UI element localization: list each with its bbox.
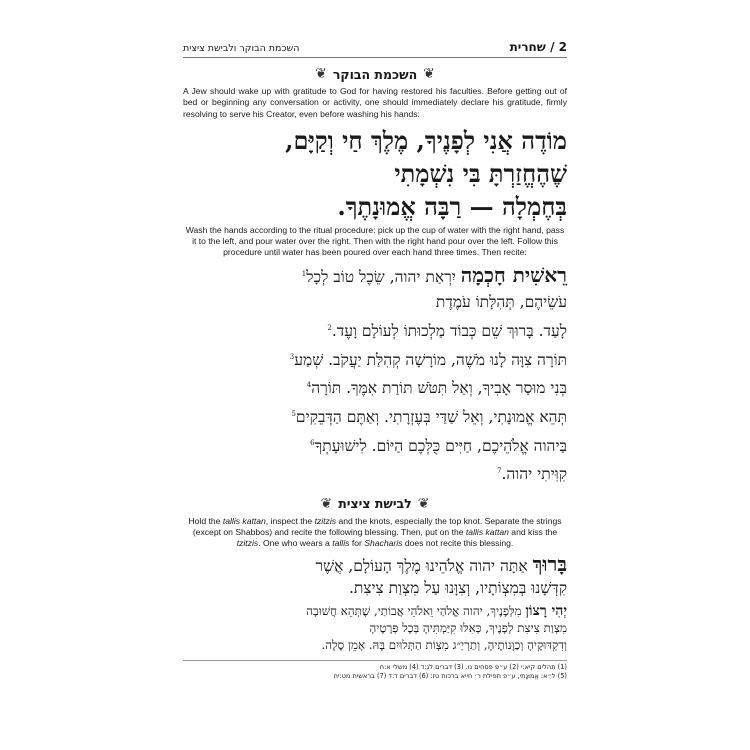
footnotes: [183, 660, 567, 681]
instruction-term: tallis kattan: [222, 515, 266, 526]
footnote-mark: 6: [310, 438, 315, 447]
tzitzis-blessing: [183, 553, 567, 599]
instruction-term: tzitzis: [314, 515, 337, 526]
ornament-icon: ❦: [417, 495, 430, 512]
ornament-icon: ❦: [320, 495, 333, 512]
instruction-text: for: [349, 538, 365, 549]
instruction-term: tzitzis: [236, 538, 259, 549]
footnote-mark: 4: [306, 381, 312, 390]
instruction-text: and the knots, especially the top knot. Separate the strings (except on Shabbos) and recite the following blessing. Then, put on the: [192, 515, 562, 538]
prayer-line: [183, 553, 567, 577]
blessing-opening-word: בָּרוּךְ: [532, 551, 567, 576]
prayer-line: מוֹדֶה אֲנִי לְפָנֶיךָ, מֶלֶךְ חַי וְקַיָּם,: [285, 125, 567, 155]
footnote-mark: 1: [301, 269, 307, 278]
page-number-label: 2 / שחרית: [509, 40, 567, 54]
prayer-text: בַּיהוה אֱלֹהֵיכֶם, חַיִּים כֻּלְּכֶם הַיּוֹם. לִישׁוּעָתְךָ: [314, 436, 567, 455]
running-section-title: השכמת הבוקר ולבישת ציצית: [183, 43, 300, 54]
running-head: [183, 40, 567, 58]
instruction-term: tallis: [332, 538, 350, 549]
prayer-opening-words: יְהִי רָצוֹן: [525, 602, 567, 619]
prayer-line: [183, 603, 567, 620]
prayer-line: [183, 431, 567, 460]
reishis-chochma-prayer: [183, 262, 567, 488]
prayer-text: בְּנִי מוּסַר אָבִיךָ, וְאַל תִּטֹּשׁ תּוֹרַת אִמֶּךָ. תּוֹרָה: [311, 379, 567, 398]
section-title-waking: השכמת הבוקר: [332, 66, 418, 82]
section-title-tzitzis: לבישת ציצית: [338, 496, 412, 512]
instruction-term: tallis kattan: [465, 527, 509, 538]
prayer-line: שֶׁהֶחֱזַרְתָּ בִּי נִשְׁמָתִי: [394, 158, 567, 188]
footnote-mark: 3: [289, 352, 295, 361]
ornament-icon: ❦: [315, 66, 327, 82]
footnote-mark: 5: [291, 409, 296, 418]
prayer-opening-words: רֵאשִׁית חָכְמָה: [460, 262, 567, 287]
prayer-text: לָעַד. בָּרוּךְ שֵׁם כְּבוֹד מַלְכוּתוֹ לְעוֹלָם וָעֶד.: [331, 322, 567, 341]
prayer-line: קִדְּשָׁנוּ בְּמִצְוֹתָיו, וְצִוָּנוּ עַל מִצְוַת צִיצִת.: [348, 578, 567, 597]
prayer-line: [183, 402, 567, 431]
footnote-mark: 2: [327, 323, 332, 332]
instruction-text: does not recite this blessing.: [402, 538, 514, 549]
prayer-text: אַתָּה יהוה אֱלֹהֵינוּ מֶלֶךְ הָעוֹלָם, אֲשֶׁר: [315, 556, 528, 575]
prayer-page: [183, 40, 567, 681]
prayer-text: קִוִּיתִי יהוה.: [501, 465, 567, 484]
modeh-ani-prayer: [183, 124, 567, 223]
prayer-line: [183, 316, 567, 345]
prayer-line: [183, 345, 567, 374]
footnote-mark: 7: [496, 467, 502, 476]
prayer-line: [183, 459, 567, 488]
prayer-line: [183, 373, 567, 402]
prayer-text: תְּהֵא אֱמוּנָתִי, וְאֵל שַׁדַּי בְּעֶזְרָתִי. וְאַתֶּם הַדְּבֵקִים: [295, 408, 567, 427]
waking-instruction: A Jew should wake up with gratitude to God for having restored his faculties. Before getting out of bed or beginning any conversation or activity, one should immediately declare his gratitude, firmly resolving to serve his Creator, even before washing his hands:: [183, 86, 567, 119]
instruction-text: , inspect the: [265, 515, 315, 526]
prayer-line: מִצְוַת צִיצִת לְפָנֶיךָ, כְּאִלּוּ קִיַּמְתִּיהָ בְּכָל פְּרָטֶיהָ: [369, 620, 567, 635]
prayer-line: בְּחֶמְלָה — רַבָּה אֱמוּנָתֶךָ.: [337, 191, 567, 221]
footnote-line: (1) תהלים קיא:י (2) ע״פ פסחים נו. (3) דברים לג:ד (4) משלי א:ח: [379, 662, 567, 671]
footnote-line: (5) ל״א: אֱמוּנָתִי, ע״פ תפילת ר׳ חייא ברכות טז: (6) דברים ד:ד (7) בראשית מט:יח: [333, 671, 567, 680]
section-heading-tzitzis: [183, 496, 567, 512]
instruction-text: . One who wears a: [258, 538, 333, 549]
instruction-text: Hold the: [188, 515, 223, 526]
tzitzis-instruction: [183, 516, 567, 550]
prayer-text: תּוֹרָה צִוָּה לָנוּ מֹשֶׁה, מוֹרָשָׁה קְהִלַּת יַעֲקֹב. שְׁמַע: [294, 350, 567, 369]
prayer-text: יִרְאַת יהוה, שֵׂכֶל טוֹב לְכָל: [306, 267, 456, 286]
instruction-term: Shacharis: [364, 538, 403, 549]
instruction-text: and kiss the: [508, 527, 558, 538]
prayer-line: עֹשֵׂיהֶם, תְּהִלָּתוֹ עֹמֶדֶת: [435, 293, 567, 312]
prayer-text: מִלְּפָנֶיךָ, יהוה אֱלֹהַי וֵאלֹהֵי אֲבוֹתַי, שֶׁתְּהֵא חֲשׁוּבָה: [306, 603, 522, 618]
section-heading-waking: [183, 66, 567, 82]
prayer-line: וְדִקְדּוּקֶיהָ וְכַוָּנוֹתֶיהָ, וְתַרְיַ״ג מִצְוֹת הַתְּלוּיִם בָּהּ. אָמֵן סֶלָה.: [321, 637, 567, 652]
prayer-line: [183, 262, 567, 291]
handwashing-instruction: Wash the hands according to the ritual procedure: pick up the cup of water with the right hand, pass it to the left, and pour water over the right. Then with the right hand pour over the left. Follow this procedure until water has been poured over each hand three times. Then recite:: [185, 224, 565, 258]
yehi-ratzon-prayer: [183, 603, 567, 654]
ornament-icon: ❦: [423, 66, 435, 82]
